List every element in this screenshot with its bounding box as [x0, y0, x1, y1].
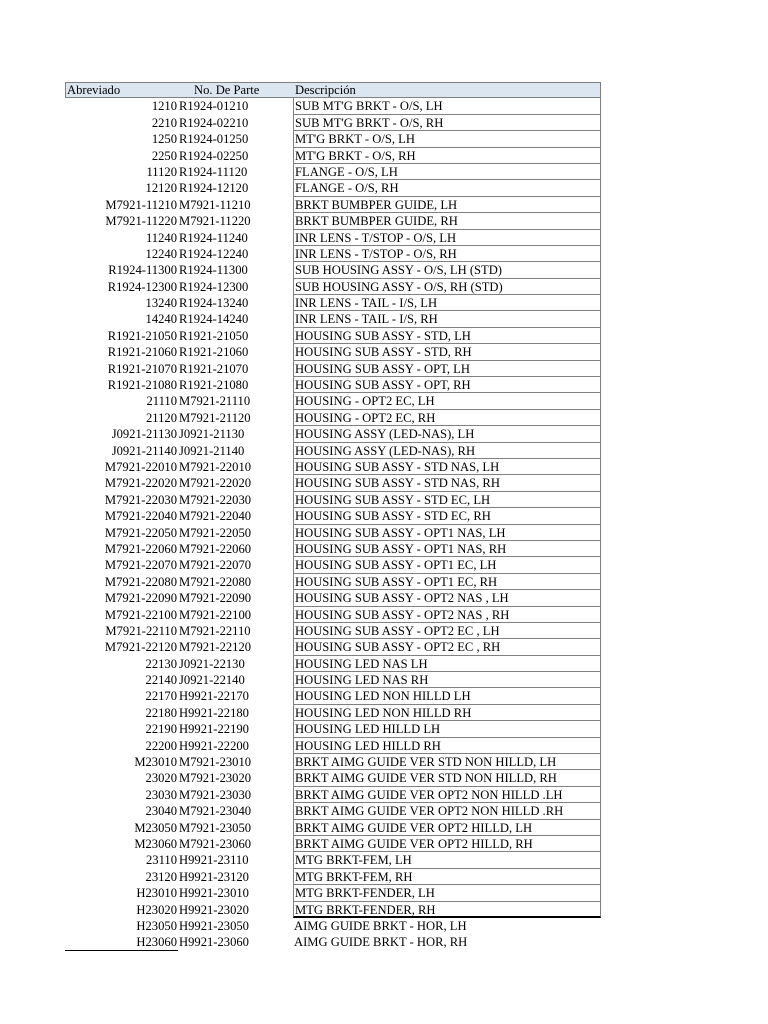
table-row — [65, 885, 601, 901]
table-row — [65, 230, 601, 246]
table-row — [65, 180, 601, 196]
abreviado-cell: 2250 — [151, 148, 177, 163]
description-cell: SUB HOUSING ASSY - O/S, LH (STD) — [293, 262, 601, 278]
abreviado-cell: M7921-22120 — [104, 640, 177, 655]
abreviado-cell: 11120 — [146, 164, 177, 179]
table-row — [65, 197, 601, 213]
table-row — [65, 525, 601, 541]
abreviado-cell: 14240 — [145, 312, 177, 327]
table-row — [65, 623, 601, 639]
description-cell: MTG BRKT-FEM, LH — [293, 852, 601, 868]
part-number-cell: H9921-23060 — [179, 935, 249, 950]
description-cell: BRKT AIMG GUIDE VER STD NON HILLD, LH — [293, 754, 601, 770]
part-number-cell: M7921-23040 — [179, 804, 252, 819]
table-row — [65, 754, 601, 770]
description-cell: AIMG GUIDE BRKT - HOR, LH — [294, 918, 467, 933]
description-cell: HOUSING ASSY (LED-NAS), RH — [293, 443, 601, 459]
description-cell: HOUSING - OPT2 EC, LH — [293, 393, 601, 409]
description-cell: BRKT AIMG GUIDE VER OPT2 NON HILLD .RH — [293, 803, 601, 819]
abreviado-cell: M7921-11210 — [105, 197, 177, 212]
part-number-cell: M7921-23020 — [179, 771, 252, 786]
description-cell: HOUSING SUB ASSY - STD, LH — [293, 328, 601, 344]
abreviado-cell: M7921-22010 — [104, 459, 177, 474]
table-row — [65, 639, 601, 655]
abreviado-cell: R1924-12300 — [107, 279, 177, 294]
description-cell: BRKT AIMG GUIDE VER OPT2 NON HILLD .LH — [293, 787, 601, 803]
description-cell: HOUSING SUB ASSY - OPT2 NAS , LH — [293, 590, 601, 606]
part-number-cell: H9921-22200 — [179, 738, 249, 753]
table-row — [65, 344, 601, 360]
part-number-cell: R1924-12300 — [179, 279, 249, 294]
part-number-cell: H9921-23050 — [179, 918, 249, 933]
abreviado-cell: 1210 — [151, 99, 177, 114]
description-cell: HOUSING LED HILLD RH — [293, 738, 601, 754]
table-row — [65, 656, 601, 672]
part-number-cell: M7921-22120 — [179, 640, 252, 655]
part-number-cell: H9921-23120 — [179, 869, 249, 884]
description-cell: HOUSING - OPT2 EC, RH — [293, 410, 601, 426]
table-row — [65, 607, 601, 623]
part-number-cell: M7921-11210 — [179, 197, 251, 212]
abreviado-cell: M7921-22090 — [104, 591, 177, 606]
abreviado-cell: M7921-22050 — [104, 525, 177, 540]
abreviado-cell: 22200 — [145, 738, 177, 753]
description-cell: HOUSING SUB ASSY - OPT1 EC, RH — [293, 574, 601, 590]
abreviado-cell: 12120 — [145, 181, 177, 196]
part-number-cell: M7921-23030 — [179, 787, 252, 802]
table-row — [65, 902, 601, 918]
part-number-cell: H9921-23110 — [179, 853, 249, 868]
table-row — [65, 738, 601, 754]
description-cell: INR LENS - T/STOP - O/S, RH — [293, 246, 601, 262]
description-cell: FLANGE - O/S, RH — [293, 180, 601, 196]
abreviado-cell: R1921-21080 — [107, 378, 177, 393]
table-row — [65, 869, 601, 885]
description-cell: SUB MT'G BRKT - O/S, RH — [293, 115, 601, 131]
part-number-cell: R1921-21070 — [179, 361, 249, 376]
table-row — [65, 115, 601, 131]
description-cell: MT'G BRKT - O/S, RH — [293, 148, 601, 164]
description-cell: BRKT BUMBPER GUIDE, LH — [293, 197, 601, 213]
abreviado-cell: R1924-11300 — [108, 263, 177, 278]
table-row — [65, 508, 601, 524]
table-row — [65, 98, 601, 114]
description-cell: BRKT AIMG GUIDE VER OPT2 HILLD, RH — [293, 836, 601, 852]
description-cell: INR LENS - T/STOP - O/S, LH — [293, 230, 601, 246]
table-row — [65, 688, 601, 704]
part-number-cell: R1924-01250 — [179, 132, 249, 147]
abreviado-cell: 13240 — [145, 296, 177, 311]
description-cell: HOUSING SUB ASSY - OPT2 EC , LH — [293, 623, 601, 639]
description-cell: HOUSING SUB ASSY - OPT2 EC , RH — [293, 639, 601, 655]
table-row — [65, 787, 601, 803]
abreviado-cell: 23020 — [145, 771, 177, 786]
abreviado-cell: 22190 — [145, 722, 177, 737]
part-number-cell: M7921-11220 — [179, 214, 251, 229]
abreviado-cell: M23050 — [134, 820, 177, 835]
description-cell: HOUSING ASSY (LED-NAS), LH — [293, 426, 601, 442]
abreviado-cell: 23120 — [145, 869, 177, 884]
abreviado-cell: M7921-22020 — [104, 476, 177, 491]
description-cell: BRKT BUMBPER GUIDE, RH — [293, 213, 601, 229]
part-number-cell: R1924-12120 — [179, 181, 249, 196]
description-cell: HOUSING SUB ASSY - STD NAS, RH — [293, 475, 601, 491]
abreviado-cell: J0921-21130 — [111, 427, 177, 442]
abreviado-cell: R1921-21070 — [107, 361, 177, 376]
description-cell: HOUSING LED NON HILLD RH — [293, 705, 601, 721]
description-cell: HOUSING SUB ASSY - OPT1 NAS, RH — [293, 541, 601, 557]
description-cell: HOUSING LED NAS RH — [293, 672, 601, 688]
part-number-cell: M7921-22080 — [179, 574, 252, 589]
part-number-cell: H9921-23010 — [179, 886, 249, 901]
table-row — [65, 410, 601, 426]
abreviado-cell: 1250 — [151, 132, 177, 147]
part-number-cell: M7921-21120 — [179, 410, 251, 425]
table-row — [65, 590, 601, 606]
description-cell: HOUSING SUB ASSY - STD EC, LH — [293, 492, 601, 508]
header-descripcion: Descripción — [295, 83, 356, 97]
description-cell: HOUSING LED HILLD LH — [293, 721, 601, 737]
abreviado-cell: 22140 — [145, 673, 177, 688]
description-cell: HOUSING SUB ASSY - OPT, LH — [293, 361, 601, 377]
part-number-cell: H9921-22170 — [179, 689, 249, 704]
table-row — [65, 328, 601, 344]
part-number-cell: M7921-22020 — [179, 476, 252, 491]
part-number-cell: R1924-13240 — [179, 296, 249, 311]
header-row — [65, 82, 601, 98]
table-row — [65, 820, 601, 836]
table-row — [65, 672, 601, 688]
table-row — [65, 541, 601, 557]
table-row — [65, 770, 601, 786]
abreviado-cell: H23020 — [136, 902, 177, 917]
part-number-cell: R1924-11300 — [179, 263, 248, 278]
description-cell: FLANGE - O/S, LH — [293, 164, 601, 180]
description-cell: MTG BRKT-FENDER, RH — [293, 902, 601, 918]
table-row — [65, 934, 601, 950]
table-row — [65, 361, 601, 377]
description-cell: BRKT AIMG GUIDE VER STD NON HILLD, RH — [293, 770, 601, 786]
abreviado-cell: M23010 — [134, 755, 177, 770]
table-row — [65, 246, 601, 262]
part-number-cell: M7921-23010 — [179, 755, 252, 770]
part-number-cell: M7921-22110 — [179, 623, 251, 638]
abreviado-cell: M7921-22080 — [104, 574, 177, 589]
abreviado-cell: 23110 — [145, 853, 177, 868]
abreviado-cell: M7921-22100 — [104, 607, 177, 622]
part-number-cell: M7921-22060 — [179, 541, 252, 556]
parts-table — [65, 82, 601, 951]
part-number-cell: R1921-21080 — [179, 378, 249, 393]
table-row — [65, 475, 601, 491]
part-number-cell: R1924-11120 — [179, 164, 248, 179]
abreviado-cell: 23040 — [145, 804, 177, 819]
table-row — [65, 852, 601, 868]
part-number-cell: R1921-21050 — [179, 328, 249, 343]
part-number-cell: R1924-01210 — [179, 99, 249, 114]
table-row — [65, 393, 601, 409]
abreviado-cell: M7921-22070 — [104, 558, 177, 573]
description-cell: HOUSING LED NAS LH — [293, 656, 601, 672]
abreviado-cell: 23030 — [145, 787, 177, 802]
description-cell: HOUSING SUB ASSY - STD EC, RH — [293, 508, 601, 524]
table-row — [65, 262, 601, 278]
part-number-cell: R1924-14240 — [179, 312, 249, 327]
part-number-cell: M7921-22070 — [179, 558, 252, 573]
abreviado-cell: 21110 — [146, 394, 177, 409]
table-row — [65, 836, 601, 852]
table-row — [65, 721, 601, 737]
table-row — [65, 918, 601, 934]
abreviado-cell: 21120 — [145, 410, 177, 425]
abreviado-cell: M7921-22030 — [104, 492, 177, 507]
abreviado-cell: 2210 — [151, 115, 177, 130]
description-cell: HOUSING SUB ASSY - OPT1 EC, LH — [293, 557, 601, 573]
part-number-cell: J0921-21140 — [179, 443, 245, 458]
abreviado-cell: 22170 — [145, 689, 177, 704]
header-abreviado: Abreviado — [67, 83, 121, 97]
abreviado-cell: 11240 — [145, 230, 177, 245]
table-row — [65, 492, 601, 508]
abreviado-cell: H23050 — [136, 918, 177, 933]
abreviado-cell: R1921-21050 — [107, 328, 177, 343]
description-cell: BRKT AIMG GUIDE VER OPT2 HILLD, LH — [293, 820, 601, 836]
part-number-cell: R1924-02250 — [179, 148, 249, 163]
header-no-de-parte: No. De Parte — [194, 83, 260, 97]
description-cell: SUB HOUSING ASSY - O/S, RH (STD) — [293, 279, 601, 295]
table-row — [65, 426, 601, 442]
table-row — [65, 459, 601, 475]
abreviado-cell: 22130 — [145, 656, 177, 671]
abreviado-cell: M7921-22060 — [104, 541, 177, 556]
part-number-cell: M7921-22010 — [179, 459, 252, 474]
part-number-cell: H9921-22190 — [179, 722, 249, 737]
part-number-cell: H9921-22180 — [179, 705, 249, 720]
description-cell: SUB MT'G BRKT - O/S, LH — [293, 98, 601, 114]
part-number-cell: M7921-22030 — [179, 492, 252, 507]
abreviado-cell: 22180 — [145, 705, 177, 720]
part-number-cell: J0921-22130 — [179, 656, 245, 671]
part-number-cell: M7921-22090 — [179, 591, 252, 606]
abreviado-cell: H23010 — [136, 886, 177, 901]
part-number-cell: M7921-22100 — [179, 607, 252, 622]
description-cell: INR LENS - TAIL - I/S, RH — [293, 311, 601, 327]
description-cell: HOUSING LED NON HILLD LH — [293, 688, 601, 704]
table-row — [65, 574, 601, 590]
table-row — [65, 705, 601, 721]
table-row — [65, 148, 601, 164]
table-row — [65, 443, 601, 459]
table-row — [65, 279, 601, 295]
abreviado-cell: M7921-11220 — [105, 214, 177, 229]
part-number-cell: H9921-23020 — [179, 902, 249, 917]
description-cell: AIMG GUIDE BRKT - HOR, RH — [294, 935, 468, 950]
abreviado-cell: 12240 — [145, 246, 177, 261]
table-row — [65, 164, 601, 180]
table-body — [65, 98, 601, 950]
description-cell: INR LENS - TAIL - I/S, LH — [293, 295, 601, 311]
part-number-cell: M7921-23050 — [179, 820, 252, 835]
table-row — [65, 295, 601, 311]
description-cell: HOUSING SUB ASSY - STD NAS, LH — [293, 459, 601, 475]
part-number-cell: R1924-12240 — [179, 246, 249, 261]
abreviado-cell: H23060 — [65, 934, 178, 950]
table-row — [65, 803, 601, 819]
abreviado-cell: J0921-21140 — [111, 443, 177, 458]
part-number-cell: M7921-22050 — [179, 525, 252, 540]
table-row — [65, 131, 601, 147]
table-row — [65, 557, 601, 573]
part-number-cell: M7921-23060 — [179, 836, 252, 851]
part-number-cell: J0921-22140 — [179, 673, 245, 688]
description-cell: HOUSING SUB ASSY - OPT, RH — [293, 377, 601, 393]
part-number-cell: R1924-02210 — [179, 115, 249, 130]
abreviado-cell: R1921-21060 — [107, 345, 177, 360]
part-number-cell: R1924-11240 — [179, 230, 248, 245]
part-number-cell: J0921-21130 — [179, 427, 245, 442]
part-number-cell: M7921-22040 — [179, 509, 252, 524]
part-number-cell: M7921-21110 — [179, 394, 251, 409]
abreviado-cell: M7921-22110 — [105, 623, 177, 638]
description-cell: HOUSING SUB ASSY - OPT1 NAS, LH — [293, 525, 601, 541]
description-cell: MTG BRKT-FEM, RH — [293, 869, 601, 885]
table-row — [65, 311, 601, 327]
description-cell: MT'G BRKT - O/S, LH — [293, 131, 601, 147]
description-cell: HOUSING SUB ASSY - STD, RH — [293, 344, 601, 360]
table-row — [65, 377, 601, 393]
table-row — [65, 213, 601, 229]
description-cell: HOUSING SUB ASSY - OPT2 NAS , RH — [293, 607, 601, 623]
abreviado-cell: M7921-22040 — [104, 509, 177, 524]
description-cell: MTG BRKT-FENDER, LH — [293, 885, 601, 901]
abreviado-cell: M23060 — [134, 836, 177, 851]
part-number-cell: R1921-21060 — [179, 345, 249, 360]
